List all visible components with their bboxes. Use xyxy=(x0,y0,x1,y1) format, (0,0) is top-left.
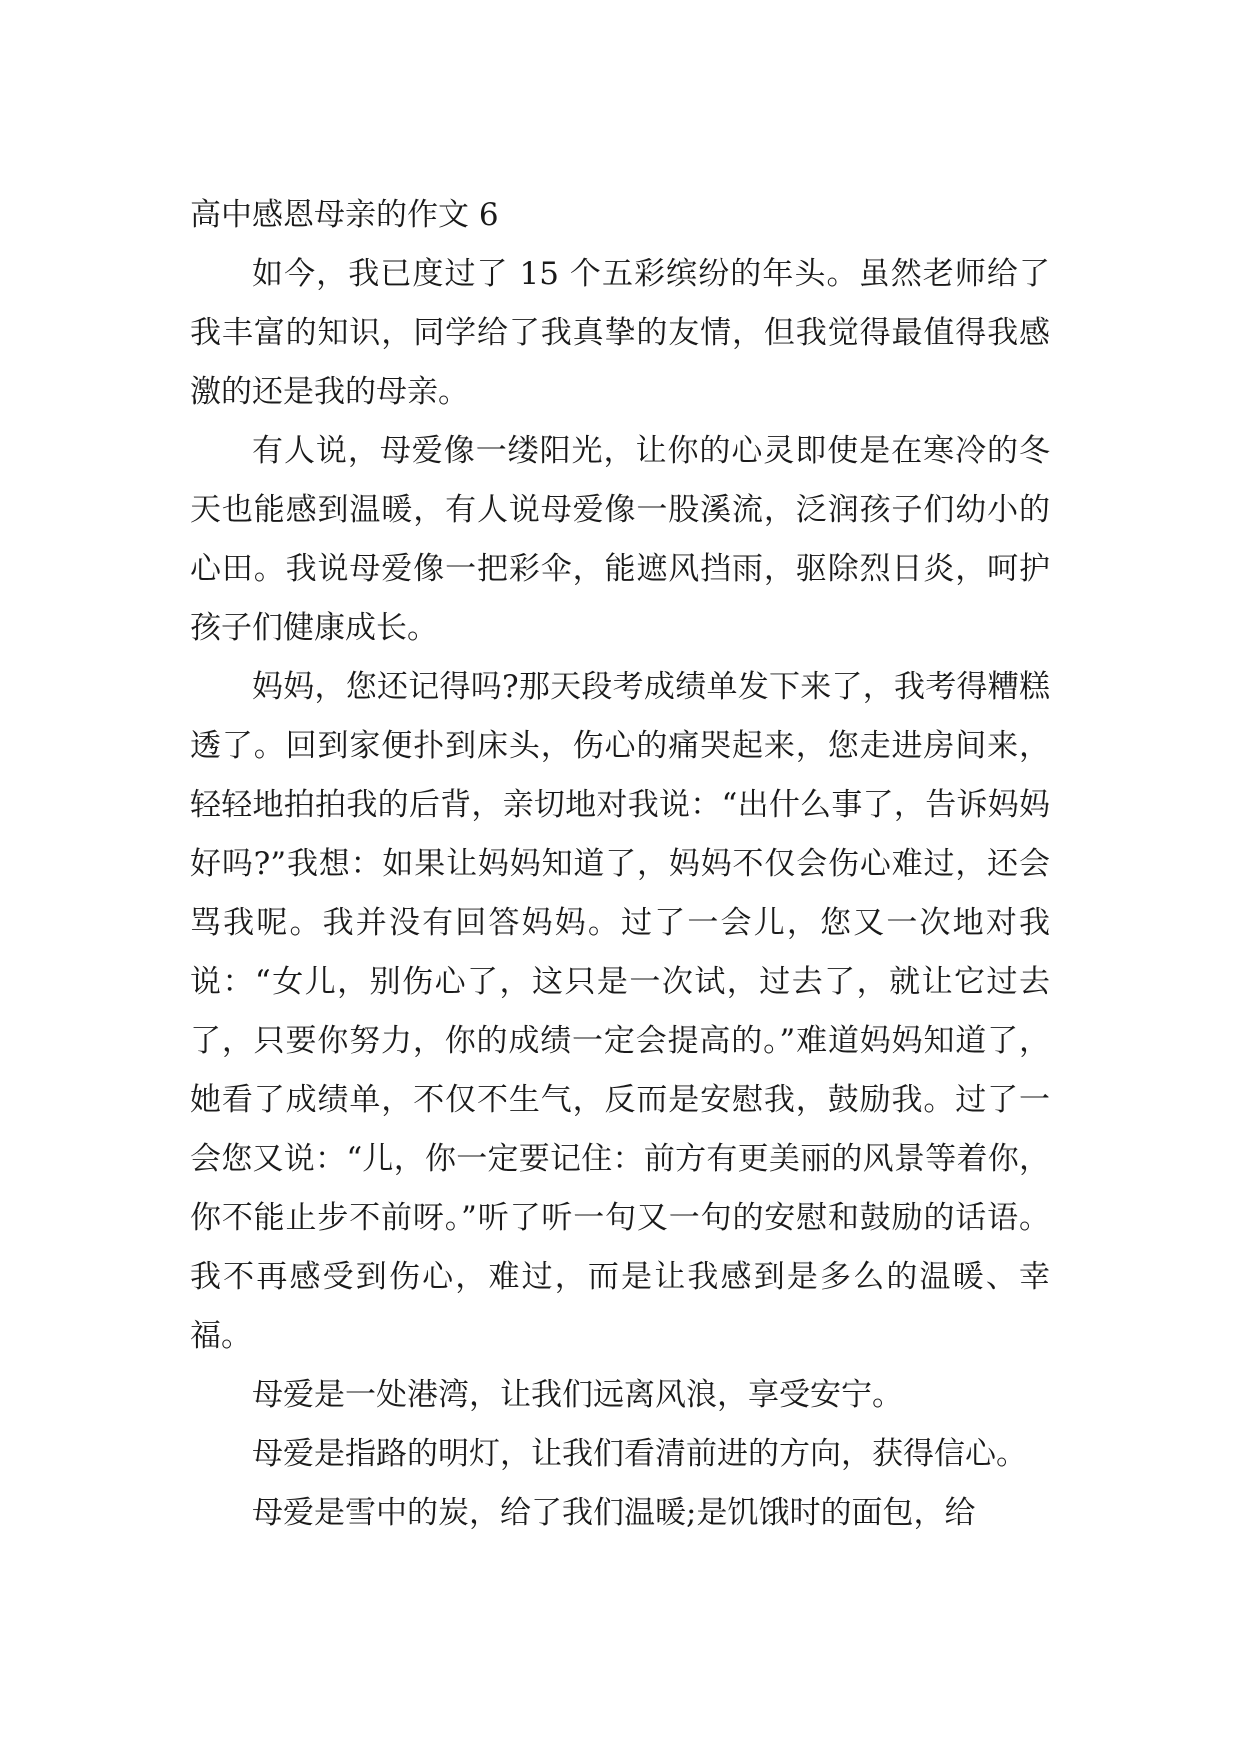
paragraph-6: 母爱是雪中的炭，给了我们温暖;是饥饿时的面包，给 xyxy=(252,1495,976,1531)
paragraph-4: 母爱是一处港湾，让我们远离风浪，享受安宁。 xyxy=(252,1377,903,1413)
paragraph-3: 妈妈，您还记得吗?那天段考成绩单发下来了，我考得糟糕透了。回到家便扑到床头，伤心的痛哭起来，您走进房间来，轻轻地拍拍我的后背，亲切地对我说：“出什么事了，告诉妈妈好吗?”我想：如果让妈妈知道了，妈妈不仅会伤心难过，还会骂我呢。我并没有回答妈妈。过了一会儿，您又一次地对我说：“女儿，别伤心了，这只是一次试，过去了，就让它过去了，只要你努力，你的成绩一定会提高的。”难道妈妈知道了，她看了成绩单，不仅不生气，反而是安慰我，鼓励我。过了一会您又说：“儿，你一定要记住：前方有更美丽的风景等着你，你不能止步不前呀。”听了听一句又一句的安慰和鼓励的话语。我不再感受到伤心，难过，而是让我感到是多么的温暖、幸福。 xyxy=(190,669,1050,1354)
paragraph-1: 如今，我已度过了 15 个五彩缤纷的年头。虽然老师给了我丰富的知识，同学给了我真挚的友情，但我觉得最值得我感激的还是我的母亲。 xyxy=(190,256,1050,410)
paragraph-5: 母爱是指路的明灯，让我们看清前进的方向，获得信心。 xyxy=(252,1436,1027,1472)
document-body xyxy=(190,186,1050,1543)
document-title: 高中感恩母亲的作文 6 xyxy=(190,197,499,233)
paragraph-2: 有人说，母爱像一缕阳光，让你的心灵即使是在寒冷的冬天也能感到温暖，有人说母爱像一股溪流，泛润孩子们幼小的心田。我说母爱像一把彩伞，能遮风挡雨，驱除烈日炎，呵护孩子们健康成长。 xyxy=(190,433,1050,646)
